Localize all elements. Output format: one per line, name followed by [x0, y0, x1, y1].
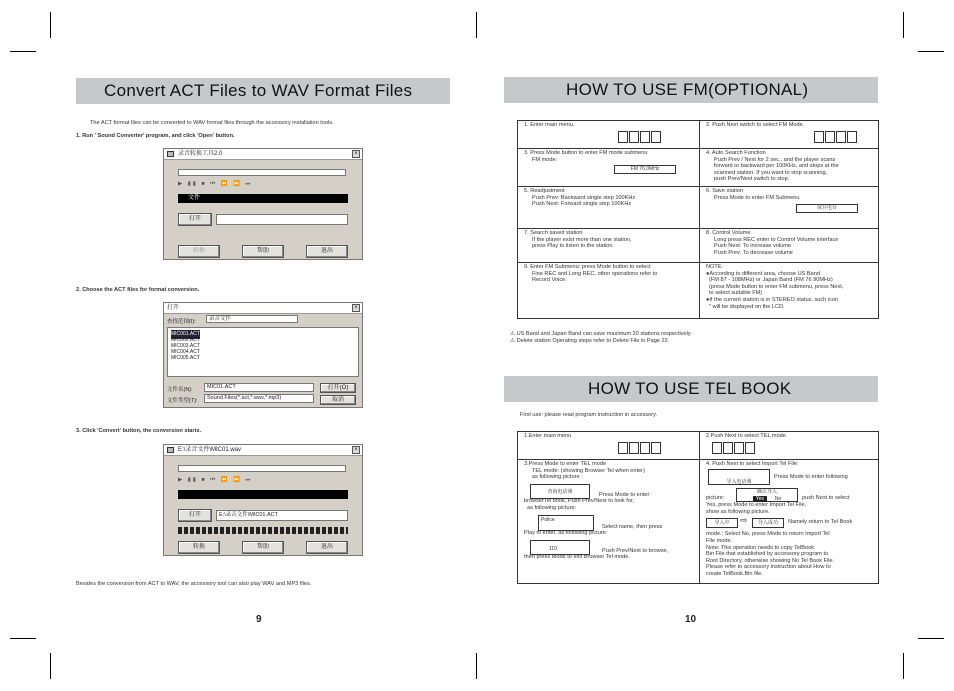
- tel-step-4-line: Note: This operation needs to copy TelBook.: [706, 544, 816, 551]
- fm-footnote-1-text: US Band and Japan Band can save maximum 20 stations respectively.: [516, 331, 692, 337]
- seek-slider[interactable]: [178, 465, 346, 472]
- window-title: [164, 149, 362, 160]
- tel-step-4-line: show as following picture.: [706, 508, 770, 515]
- tel-step-3-line: TEL mode: (showing Browser Tel when enter): [532, 467, 645, 474]
- tel-step-3-line: then press Mode to exit Browser Tel mode.: [524, 554, 630, 561]
- filename-label: 文件名(N):: [167, 387, 193, 393]
- fm-cell-9: [518, 263, 700, 319]
- close-icon[interactable]: ×: [352, 446, 360, 454]
- tel-step-3-line: as following picture:: [527, 504, 577, 511]
- open-button[interactable]: 打开: [178, 213, 212, 226]
- cancel-button[interactable]: 取消: [320, 395, 356, 405]
- fm-step-4-line: forward or backward per 100KHz, and stops at the: [714, 163, 839, 170]
- tel-lcd-text: Police: [541, 516, 555, 523]
- fm-cell-5: [518, 187, 700, 229]
- fm-step-7: 7. Search saved station: [524, 230, 583, 236]
- crop-mark: [10, 51, 36, 52]
- tel-intro: First use: please read program instruction in accessory.: [520, 412, 657, 418]
- tel-step-4-line: create TelBook.Bin file.: [706, 570, 763, 577]
- fm-step-5-line: Push Next: Forward single step 100KHz: [532, 201, 632, 208]
- fm-table: [517, 120, 879, 319]
- fm-step-4-line: scanned station. If you want to stop scanning,: [714, 169, 828, 176]
- tel-lcd-text: 导入电话簿: [726, 478, 752, 485]
- fm-step-9-line: Record Voice.: [532, 277, 567, 284]
- tel-lcd-text: 导入中: [714, 520, 730, 527]
- crop-mark: [918, 51, 944, 52]
- file-item[interactable]: MIC004.ACT: [171, 349, 200, 355]
- fm-step-5-line: Push Prev: Backward single step 100KHz: [532, 194, 636, 201]
- exit-button[interactable]: 退出: [306, 245, 348, 258]
- fm-step-9: 9. Enter FM Submenu: press Mode button to select: [524, 264, 651, 270]
- help-button[interactable]: 帮助: [242, 245, 284, 258]
- tel-step-4-line: Bin File that established by accessory program to: [706, 551, 829, 558]
- tel-step-4-line: Yes, press Mode to enter Import Tel File,: [706, 502, 807, 509]
- crop-mark: [50, 653, 51, 679]
- fm-step-9-line: Fine REC and Long REC, other operations refer to: [532, 270, 658, 277]
- file-list[interactable]: [167, 327, 359, 377]
- tel-step-4-line: push Next to select: [802, 495, 850, 502]
- import-confirm-row: [706, 488, 872, 502]
- fm-step-4-line: Push Prev / Next for 2 sec., and the player scans: [714, 156, 836, 163]
- tel-cell-1: [518, 432, 700, 460]
- step-1: 1. Run ' Sound Converter' program, and click 'Open' button.: [76, 133, 235, 139]
- file-item[interactable]: MIC002.ACT: [171, 337, 200, 343]
- tel-lcd: [708, 469, 770, 485]
- tel-step-4-line: File mode.: [706, 537, 733, 544]
- fm-cell-6: [700, 187, 879, 229]
- fm-cell-4: [700, 149, 879, 187]
- tel-step-3-line: as following picture :: [532, 474, 583, 481]
- fm-lcd: FM 76.0MHz: [614, 165, 676, 174]
- tel-lcd-text: 查询电话簿: [547, 488, 573, 495]
- fm-footnote-2: [510, 338, 870, 345]
- fm-footnote-1: [510, 331, 870, 338]
- fm-step-2: 2. Push Next switch to select FM Mode.: [706, 122, 805, 128]
- fm-step-8: 8. Control Volume: [706, 230, 751, 236]
- filetype-select[interactable]: Sound Files(*.act,*.wav,*.mp3): [204, 394, 314, 403]
- fm-footnote-2-text: Delete station Operating steps refer to Delete File in Page 22.: [516, 338, 670, 344]
- tel-step-4-line: picture:: [706, 495, 725, 502]
- filename-field[interactable]: MIC01.ACT: [204, 383, 314, 392]
- yes-option[interactable]: Yes: [753, 496, 767, 502]
- tel-step-4-line: Root Directory, otherwise showing No Tel Book File.: [706, 557, 835, 564]
- tel-step-4: 4. Push Next to select Import Tel File:: [706, 461, 799, 467]
- fm-step-3-detail: FM mode:: [532, 156, 558, 163]
- fm-step-7-line: If the player exist more than one station,: [532, 236, 632, 243]
- sound-converter-window: [163, 148, 363, 260]
- menu-icons: [814, 131, 872, 146]
- fm-step-8-line: Push Next: To increase volume: [714, 243, 792, 250]
- note-icon: ⚠: [510, 338, 517, 344]
- step-2: 2. Choose the ACT files for format conversion.: [76, 287, 200, 293]
- crop-mark: [476, 653, 477, 679]
- progress-bar: [178, 527, 348, 534]
- conversion-window: [163, 444, 363, 556]
- tel-cell-4: [700, 460, 879, 584]
- tel-title: HOW TO USE TEL BOOK: [504, 376, 878, 402]
- footer-text: Besides the conversion from ACT to WAV, the accessory tool can also play WAV and MP3 files.: [76, 581, 312, 587]
- tel-step-3-line: Select name, then press: [602, 523, 663, 530]
- tel-step-4-line: mode.; Select No, press Mode to return Import Tel: [706, 531, 830, 538]
- fm-step-8-line: Long press REC enter to Control Volume interface: [714, 236, 839, 243]
- file-bar: [178, 490, 348, 499]
- open-button[interactable]: 打开: [178, 509, 212, 522]
- file-item[interactable]: MIC003.ACT: [171, 343, 200, 349]
- fm-cell-8: [700, 229, 879, 263]
- tel-lcd: [530, 540, 590, 555]
- tel-cell-2: [700, 432, 879, 460]
- tel-lcd: [530, 484, 590, 499]
- tel-lcd-text: 110: [549, 545, 557, 552]
- file-item[interactable]: MIC001.ACT: [171, 331, 200, 337]
- playback-controls[interactable]: ▶ ▮▮ ■ ⏮ ⏪ ⏩ ⏭: [178, 181, 253, 187]
- fm-step-4: 4. Auto Search Function: [706, 150, 766, 156]
- fm-step-3: 3. Press Mode button to enter FM mode submenu: [524, 150, 648, 156]
- look-in-label: 查找范围(I):: [167, 319, 196, 325]
- tel-lcd-text: 确认导入: [756, 489, 777, 496]
- tel-table: [517, 431, 879, 584]
- tel-step-4-line: Please refer to accessory instruction about How to: [706, 564, 831, 571]
- fm-note-line: (press Mode button to enter FM submenu, press Next,: [709, 283, 844, 290]
- crop-mark: [10, 638, 36, 639]
- window-title-text: 录音转换工具2.0: [178, 151, 223, 157]
- file-bar: 文件: [178, 194, 348, 203]
- fm-save-lcd: 保存电台: [796, 204, 858, 213]
- convert-button[interactable]: 转换: [178, 245, 220, 258]
- tel-step-3-line: Push Prev/Next to browse,: [602, 547, 669, 554]
- tel-step-1: 1.Enter main menu: [524, 433, 572, 439]
- open-file-dialog: [163, 302, 363, 408]
- fm-step-6: 6. Save station: [706, 188, 744, 194]
- fm-title: HOW TO USE FM(OPTIONAL): [504, 77, 878, 103]
- tel-step-3-line: browserTel book, Push Prev/Next to look for,: [524, 498, 635, 505]
- fm-cell-2: [700, 121, 879, 149]
- convert-button[interactable]: 转换: [178, 541, 220, 554]
- path-field[interactable]: [216, 214, 348, 225]
- tel-lcd: [736, 488, 798, 502]
- fm-note-line: " will be displayed on the LCD.: [709, 303, 785, 310]
- tel-step-2: 2.Push Next to select TEL mode: [706, 433, 786, 439]
- fm-cell-3: [518, 149, 700, 187]
- fm-step-5: 5. Readjustment: [524, 188, 565, 194]
- page-number: 10: [685, 614, 697, 625]
- fm-step-4-line: push Prev/Next switch to stop.: [714, 176, 790, 183]
- no-option[interactable]: No: [774, 495, 782, 502]
- crop-mark: [903, 653, 904, 679]
- crop-mark: [50, 12, 51, 38]
- fm-cell-1: [518, 121, 700, 149]
- page-number: 9: [256, 614, 262, 625]
- fm-note-line: (FM 87 - 108MHz) or Japan Band (FM 76 90MHz): [709, 277, 833, 284]
- tel-step-4-line: Namely return to Tel Book: [788, 519, 853, 526]
- note-icon: ⚠: [510, 331, 517, 337]
- intro-text: The ACT format files can be converted to WAV format files through the accessory installation tools.: [90, 120, 334, 126]
- close-icon[interactable]: ×: [352, 150, 360, 158]
- playback-controls[interactable]: ▶ ▮▮ ■ ⏮ ⏪ ⏩ ⏭: [178, 477, 253, 483]
- fm-step-8-line: Push Prev: To decrease volume: [714, 249, 793, 256]
- tel-step-3-line: Press Mode to enter: [599, 491, 650, 498]
- tel-lcd: [706, 518, 738, 528]
- app-icon: [167, 151, 174, 157]
- open-button[interactable]: 打开(O): [320, 383, 356, 393]
- fm-note-line: ●If the current station is in STEREO status, such icon: [706, 296, 839, 303]
- exit-button[interactable]: 退出: [306, 541, 348, 554]
- tel-step-3-line: Play to enter, as following picture:: [524, 530, 608, 537]
- help-button[interactable]: 帮助: [242, 541, 284, 554]
- page-title: Convert ACT Files to WAV Format Files: [76, 78, 450, 104]
- window-title-text: E:\录音文件\MIC01.wav: [178, 447, 242, 453]
- path-field[interactable]: E:\录音文件\MIC01.ACT: [216, 510, 348, 521]
- window-title-text: 打开: [167, 305, 180, 311]
- crop-mark: [903, 12, 904, 38]
- menu-icons: [618, 131, 693, 146]
- fm-note-cell: [700, 263, 879, 319]
- import-progress-row: [706, 515, 872, 531]
- tel-step-3: 3.Press Mode to enter TEL mode: [524, 461, 607, 467]
- arrow-right-icon: ⇨: [740, 515, 748, 526]
- tel-cell-3: [518, 460, 700, 584]
- window-title: [164, 303, 362, 314]
- fm-note-title: NOTE:: [706, 264, 724, 270]
- fm-note-line: ●According to different area, choose US Band: [706, 270, 820, 277]
- crop-mark: [918, 638, 944, 639]
- app-icon: [167, 447, 174, 453]
- window-title: [164, 445, 362, 456]
- fm-note-line: to select suitable FM): [709, 290, 763, 297]
- tel-lcd-text: 导入成功: [757, 520, 778, 527]
- fm-step-6-line: Press Mode to enter FM Submenu: [714, 194, 800, 201]
- step-3: 3. Click 'Convert' button, the conversion starts.: [76, 428, 202, 434]
- tel-lcd: [538, 515, 594, 531]
- seek-slider[interactable]: [178, 169, 346, 176]
- tel-step-4-line: Press Mode to enter following: [774, 473, 848, 480]
- menu-icons: [618, 442, 693, 457]
- fm-cell-7: [518, 229, 700, 263]
- tel-lcd: [752, 518, 784, 528]
- fm-step-7-line: press Play to listen to the station.: [532, 243, 615, 250]
- crop-mark: [476, 12, 477, 38]
- filetype-label: 文件类型(T):: [167, 398, 198, 404]
- menu-icons: [712, 442, 872, 457]
- fm-step-1: 1. Enter main menu.: [524, 122, 575, 128]
- file-item[interactable]: MIC005.ACT: [171, 355, 200, 361]
- close-icon[interactable]: ×: [352, 304, 360, 312]
- look-in-select[interactable]: 录音文件: [206, 315, 298, 323]
